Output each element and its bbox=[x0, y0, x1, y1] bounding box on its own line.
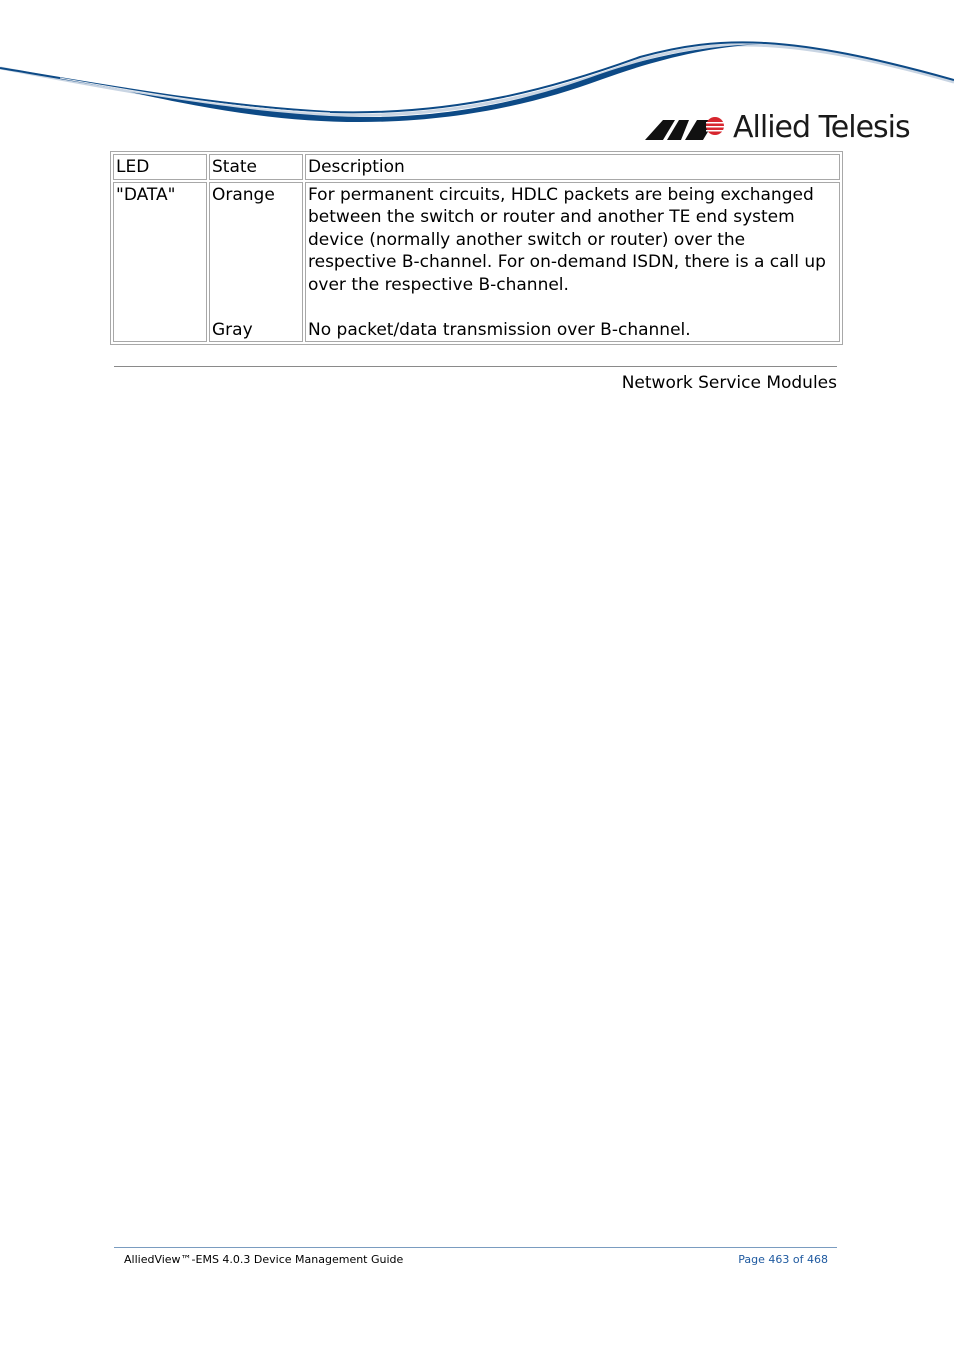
brand-name: Allied Telesis bbox=[733, 110, 910, 145]
led-name-cell: "DATA" bbox=[113, 182, 207, 343]
section-title: Network Service Modules bbox=[621, 373, 837, 393]
state-gray: Gray bbox=[212, 319, 253, 340]
header-led: LED bbox=[113, 154, 207, 180]
header-state: State bbox=[209, 154, 303, 180]
header-description: Description bbox=[305, 154, 840, 180]
state-cell bbox=[209, 182, 303, 343]
table-row bbox=[113, 182, 840, 343]
company-logo bbox=[645, 108, 910, 148]
description-cell bbox=[305, 182, 840, 343]
section-divider bbox=[114, 366, 837, 367]
description-gray: No packet/data transmission over B-channel. bbox=[308, 319, 691, 340]
allied-telesis-logo-icon bbox=[645, 112, 729, 148]
footer-guide-title: AlliedView™-EMS 4.0.3 Device Management Guide bbox=[124, 1253, 404, 1266]
led-state-table bbox=[110, 151, 843, 345]
footer-page-number: Page 463 of 468 bbox=[738, 1253, 828, 1266]
state-orange: Orange bbox=[212, 184, 275, 205]
description-orange: For permanent circuits, HDLC packets are being exchanged between the switch or router and another TE end system device (normally another switch or router) over the respective B-channel. For on-demand ISDN, there is a call up over the respective B-channel. bbox=[308, 184, 826, 295]
footer-divider bbox=[114, 1247, 837, 1248]
table-header-row bbox=[113, 154, 840, 180]
